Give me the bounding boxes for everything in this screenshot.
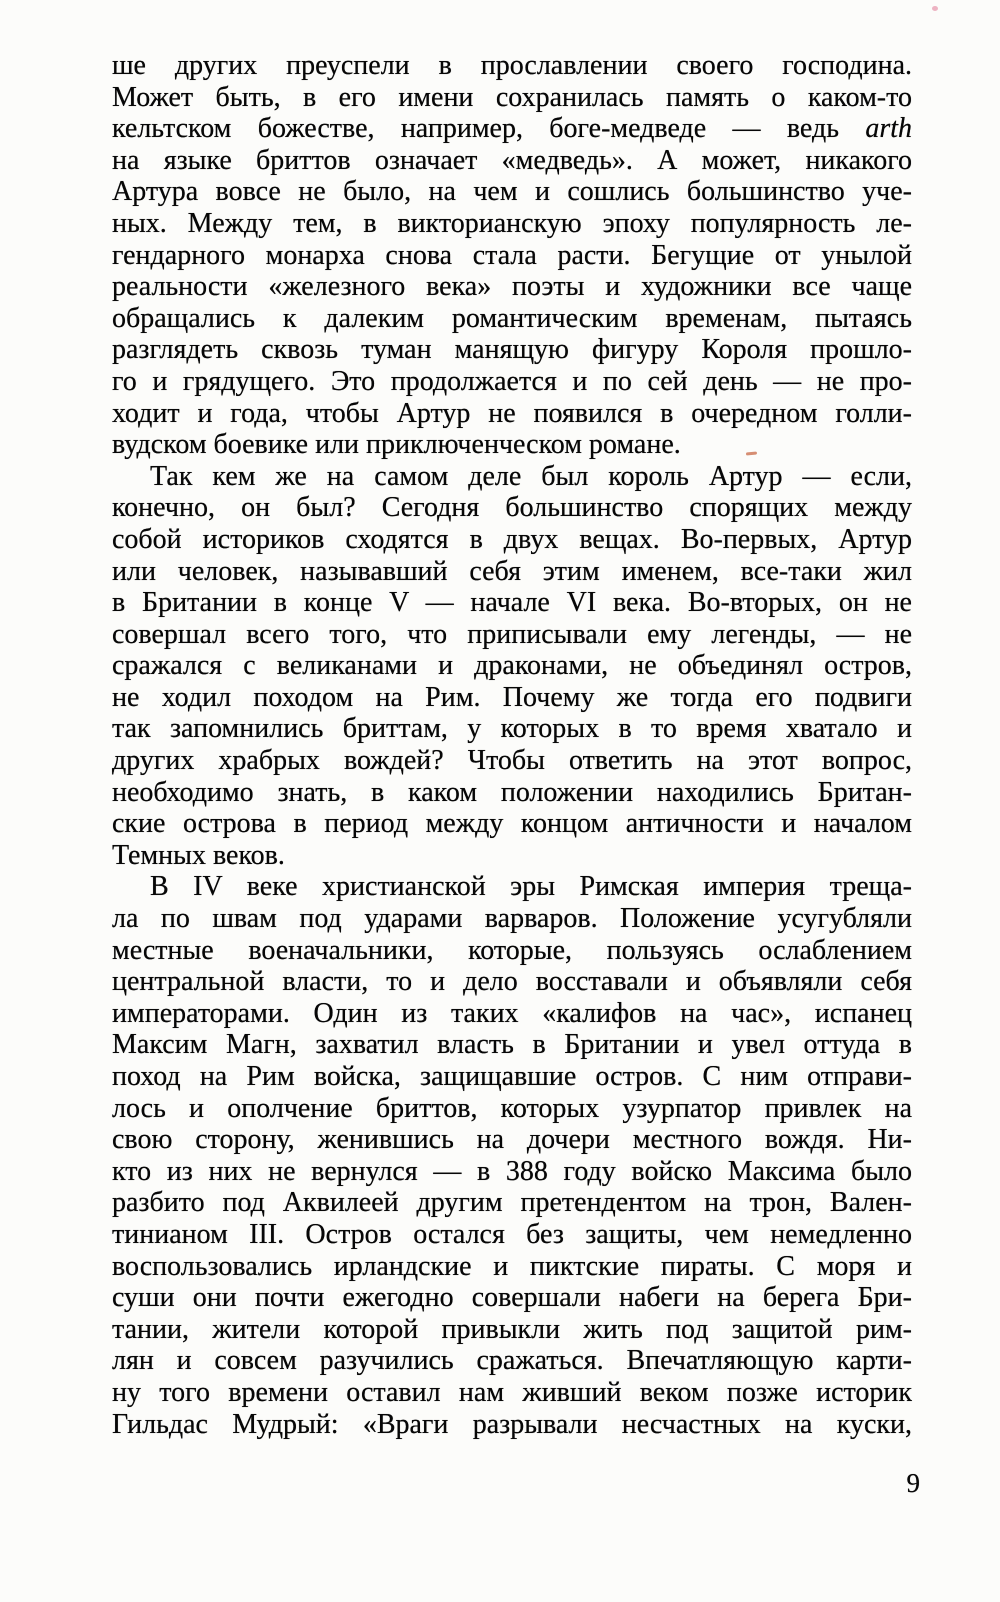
line-text: ские острова в период между концом античности и началом xyxy=(112,808,912,840)
text-line xyxy=(112,366,912,398)
text-line xyxy=(112,461,912,493)
text-line xyxy=(112,50,912,82)
text-line xyxy=(112,682,912,714)
text-line xyxy=(112,429,912,461)
line-text: лян и совсем разучились сражаться. Впечатляющую карти- xyxy=(112,1345,912,1377)
text-line xyxy=(112,82,912,114)
line-text: воспользовались ирландские и пиктские пираты. С моря и xyxy=(112,1250,912,1282)
italic-term: arth xyxy=(865,113,912,145)
line-text: императорами. Один из таких «калифов на час», испанец xyxy=(112,997,912,1029)
line-text: в Британии в конце V — начале VI века. Во-вторых, он не xyxy=(112,587,912,619)
text-line xyxy=(112,777,912,809)
line-text: других храбрых вождей? Чтобы ответить на этот вопрос, xyxy=(112,745,912,777)
page-number: 9 xyxy=(906,1468,920,1498)
line-text: В IV веке христианской эры Римская империя треща- xyxy=(150,871,912,903)
text-line xyxy=(112,871,912,903)
text-line xyxy=(112,1282,912,1314)
text-line xyxy=(112,998,912,1030)
line-text: не ходил походом на Рим. Почему же тогда его подвиги xyxy=(112,681,912,713)
line-text: реальности «железного века» поэты и художники все чаще xyxy=(112,271,912,303)
line-text: ла по швам под ударами варваров. Положение усугубляли xyxy=(112,903,912,935)
text-line xyxy=(112,587,912,619)
line-text: кельтском божестве, например, боге-медведе — ведь xyxy=(112,113,866,145)
line-text: го и грядущего. Это продолжается и по сей день — не про- xyxy=(112,365,912,397)
text-line xyxy=(112,903,912,935)
line-text: кто из них не вернулся — в 388 году войско Максима было xyxy=(112,1155,912,1187)
text-line xyxy=(112,1124,912,1156)
text-line xyxy=(112,398,912,430)
text-line xyxy=(112,208,912,240)
text-line xyxy=(112,808,912,840)
line-text: Максим Магн, захватил власть в Британии и увел оттуда в xyxy=(112,1029,912,1061)
text-line xyxy=(112,745,912,777)
text-line xyxy=(112,1156,912,1188)
line-text: на языке бриттов означает «медведь». А может, никакого xyxy=(112,144,912,176)
line-text: гендарного монарха снова стала расти. Бегущие от унылой xyxy=(112,239,912,271)
text-line xyxy=(112,1187,912,1219)
line-text: совершал всего того, что приписывали ему легенды, — не xyxy=(112,618,912,650)
line-text: Гильдас Мудрый: «Враги разрывали несчастных на куски, xyxy=(112,1408,912,1440)
text-line xyxy=(112,145,912,177)
text-line xyxy=(112,524,912,556)
text-line xyxy=(112,113,912,145)
scan-artifact-dot xyxy=(932,6,938,11)
text-line xyxy=(112,1251,912,1283)
line-text: местные военачальники, которые, пользуясь ослаблением xyxy=(112,934,912,966)
line-text: сражался с великанами и драконами, не объединял остров, xyxy=(112,650,912,682)
line-text: или человек, называвший себя этим именем, все-таки жил xyxy=(112,555,912,587)
line-text: свою сторону, женившись на дочери местного вождя. Ни- xyxy=(112,1124,912,1156)
text-line xyxy=(112,966,912,998)
line-text: так запомнились бриттам, у которых в то время хватало и xyxy=(112,713,912,745)
text-line xyxy=(112,1314,912,1346)
text-line xyxy=(112,935,912,967)
line-text: вудском боевике или приключенческом романе. xyxy=(112,429,681,461)
line-text: ходит и года, чтобы Артур не появился в очередном голли- xyxy=(112,397,912,429)
text-line xyxy=(112,1409,912,1441)
text-line xyxy=(112,1061,912,1093)
line-text: суши они почти ежегодно совершали набеги на берега Бри- xyxy=(112,1282,912,1314)
line-text: поход на Рим войска, защищавшие остров. С ним отправи- xyxy=(112,1061,912,1092)
line-text: ше других преуспели в прославлении своего господина. xyxy=(112,50,912,81)
text-line xyxy=(112,303,912,335)
text-line xyxy=(112,1377,912,1409)
line-text: необходимо знать, в каком положении находились Британ- xyxy=(112,776,912,808)
text-line xyxy=(112,1093,912,1125)
line-text: Так кем же на самом деле был король Артур — если, xyxy=(150,460,912,492)
text-line xyxy=(112,492,912,524)
line-text: лось и ополчение бриттов, которых узурпатор привлек на xyxy=(112,1092,912,1124)
text-line xyxy=(112,1219,912,1251)
line-text: тинианом III. Остров остался без защиты, чем немедленно xyxy=(112,1218,912,1250)
text-line xyxy=(112,650,912,682)
line-text: разглядеть сквозь туман манящую фигуру Короля прошло- xyxy=(112,334,912,366)
text-line xyxy=(112,556,912,588)
text-line xyxy=(112,240,912,272)
text-line xyxy=(112,176,912,208)
line-text: Может быть, в его имени сохранилась память о каком-то xyxy=(112,81,912,113)
line-text: обращались к далеким романтическим временам, пытаясь xyxy=(112,302,912,334)
text-line xyxy=(112,271,912,303)
line-text: Темных веков. xyxy=(112,839,285,871)
text-line xyxy=(112,1029,912,1061)
line-text: центральной власти, то и дело восставали и объявляли себя xyxy=(112,966,912,998)
line-text: Артура вовсе не было, на чем и сошлись большинство уче- xyxy=(112,176,912,208)
line-text: разбито под Аквилеей другим претендентом на трон, Вален- xyxy=(112,1187,912,1219)
line-text: собой историков сходятся в двух вещах. Во-первых, Артур xyxy=(112,523,912,555)
text-line xyxy=(112,713,912,745)
line-text: конечно, он был? Сегодня большинство спорящих между xyxy=(112,492,912,524)
text-line xyxy=(112,619,912,651)
text-line xyxy=(112,840,912,872)
text-line xyxy=(112,334,912,366)
text-line xyxy=(112,1345,912,1377)
line-text: тании, жители которой привыкли жить под защитой рим- xyxy=(112,1313,912,1345)
line-text: ных. Между тем, в викторианскую эпоху популярность ле- xyxy=(112,207,912,239)
line-text: ну того времени оставил нам живший веком позже историк xyxy=(112,1376,912,1408)
body-text xyxy=(112,50,912,1440)
